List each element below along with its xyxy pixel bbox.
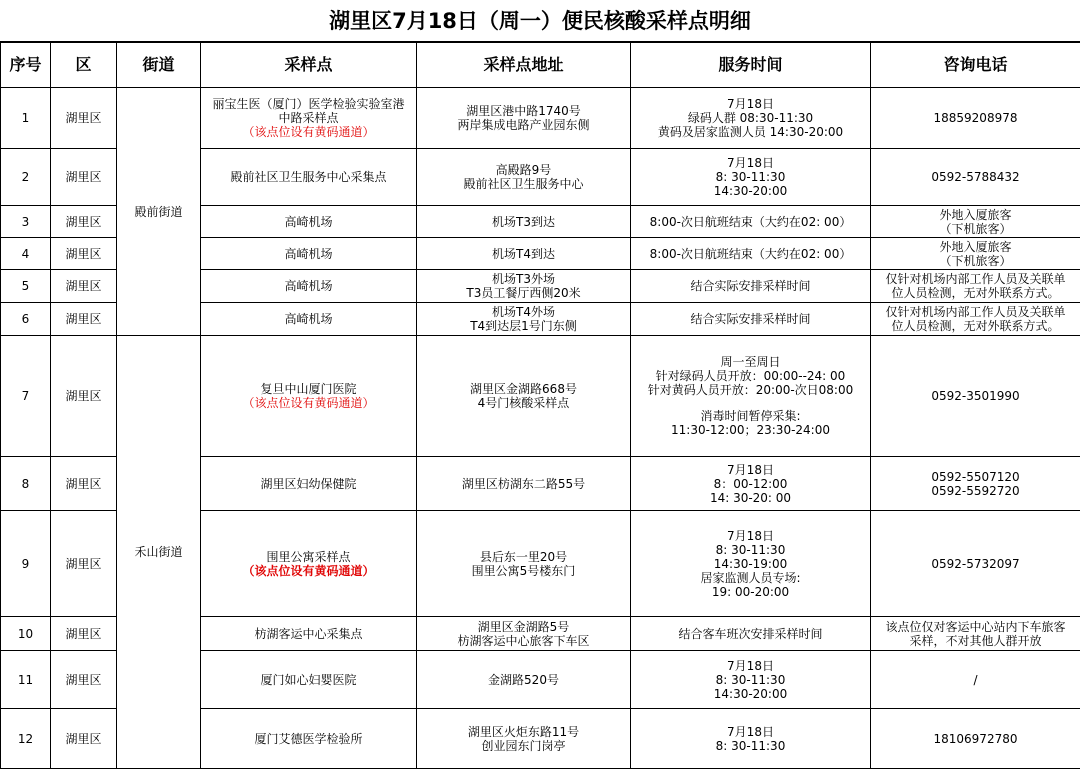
- row-time: 7月18日 8：00-12:00 14: 30-20: 00: [631, 457, 871, 511]
- row-phone: 0592-5788432: [871, 149, 1080, 206]
- row-site: 殿前社区卫生服务中心采集点: [201, 149, 417, 206]
- row-site: 厦门艾德医学检验所: [201, 709, 417, 769]
- row-site: 枋湖客运中心采集点: [201, 617, 417, 651]
- yellow-code-note: （该点位设有黄码通道）: [242, 396, 375, 410]
- row-site: 厦门如心妇婴医院: [201, 651, 417, 709]
- yellow-code-note: （该点位设有黄码通道）: [242, 125, 375, 139]
- row-no: 1: [1, 88, 51, 149]
- row-no: 2: [1, 149, 51, 206]
- row-district: 湖里区: [51, 617, 117, 651]
- row-phone: 0592-3501990: [871, 336, 1080, 457]
- table-row: [1, 336, 1080, 457]
- street-cell: 殿前街道: [117, 88, 201, 336]
- row-district: 湖里区: [51, 270, 117, 303]
- header-street: 街道: [117, 43, 201, 88]
- row-address: 高殿路9号 殿前社区卫生服务中心: [417, 149, 631, 206]
- row-time: 8:00-次日航班结束（大约在02: 00）: [631, 238, 871, 270]
- header-phone: 咨询电话: [871, 43, 1080, 88]
- sampling-table: [0, 42, 1080, 769]
- row-no: 3: [1, 206, 51, 238]
- row-address: 机场T4到达: [417, 238, 631, 270]
- row-no: 11: [1, 651, 51, 709]
- row-address: 湖里区港中路1740号 两岸集成电路产业园东侧: [417, 88, 631, 149]
- row-site: 高崎机场: [201, 206, 417, 238]
- row-phone: 外地入厦旅客 （下机旅客）: [871, 238, 1080, 270]
- row-district: 湖里区: [51, 303, 117, 336]
- row-address: 湖里区金湖路5号 枋湖客运中心旅客下车区: [417, 617, 631, 651]
- row-address: 湖里区火炬东路11号 创业园东门岗亭: [417, 709, 631, 769]
- row-phone: 仅针对机场内部工作人员及关联单 位人员检测，无对外联系方式。: [871, 303, 1080, 336]
- row-time: 结合实际安排采样时间: [631, 270, 871, 303]
- row-address: 湖里区枋湖东二路55号: [417, 457, 631, 511]
- header-time: 服务时间: [631, 43, 871, 88]
- row-site: 复旦中山厦门医院 （该点位设有黄码通道）: [201, 336, 417, 457]
- row-no: 4: [1, 238, 51, 270]
- row-phone: 该点位仅对客运中心站内下车旅客 采样，不对其他人群开放: [871, 617, 1080, 651]
- row-phone: 18106972780: [871, 709, 1080, 769]
- row-phone: 0592-5732097: [871, 511, 1080, 617]
- row-time: 7月18日 8: 30-11:30 14:30-20:00: [631, 149, 871, 206]
- row-address: 机场T3到达: [417, 206, 631, 238]
- row-no: 10: [1, 617, 51, 651]
- header-no: 序号: [1, 43, 51, 88]
- row-address: 机场T3外场 T3员工餐厅西侧20米: [417, 270, 631, 303]
- row-no: 5: [1, 270, 51, 303]
- row-phone: 0592-5507120 0592-5592720: [871, 457, 1080, 511]
- row-district: 湖里区: [51, 88, 117, 149]
- row-no: 9: [1, 511, 51, 617]
- row-time: 周一至周日 针对绿码人员开放：00:00--24: 00 针对黄码人员开放：20:00-次日08:00 消毒时间暂停采集: 11:30-12:00；23:30-24:00: [631, 336, 871, 457]
- row-no: 12: [1, 709, 51, 769]
- page-title: 湖里区7月18日（周一）便民核酸采样点明细: [0, 0, 1080, 42]
- row-time: 结合实际安排采样时间: [631, 303, 871, 336]
- row-address: 金湖路520号: [417, 651, 631, 709]
- row-address: 县后东一里20号 围里公寓5号楼东门: [417, 511, 631, 617]
- header-district: 区: [51, 43, 117, 88]
- row-time: 7月18日 8: 30-11:30 14:30-20:00: [631, 651, 871, 709]
- row-district: 湖里区: [51, 651, 117, 709]
- row-site: 高崎机场: [201, 270, 417, 303]
- row-phone: /: [871, 651, 1080, 709]
- header-row: [1, 43, 1080, 88]
- row-time: 结合客车班次安排采样时间: [631, 617, 871, 651]
- row-site: 湖里区妇幼保健院: [201, 457, 417, 511]
- row-phone: 18859208978: [871, 88, 1080, 149]
- street-cell: 禾山街道: [117, 336, 201, 769]
- row-address: 机场T4外场 T4到达层1号门东侧: [417, 303, 631, 336]
- row-time: 8:00-次日航班结束（大约在02: 00）: [631, 206, 871, 238]
- row-phone: 仅针对机场内部工作人员及关联单 位人员检测，无对外联系方式。: [871, 270, 1080, 303]
- row-site: 高崎机场: [201, 303, 417, 336]
- row-district: 湖里区: [51, 206, 117, 238]
- row-no: 7: [1, 336, 51, 457]
- row-district: 湖里区: [51, 336, 117, 457]
- row-site: 高崎机场: [201, 238, 417, 270]
- row-phone: 外地入厦旅客 （下机旅客）: [871, 206, 1080, 238]
- row-time: 7月18日 8: 30-11:30 14:30-19:00 居家监测人员专场: 19: 00-20:00: [631, 511, 871, 617]
- row-no: 8: [1, 457, 51, 511]
- row-time: 7月18日 8: 30-11:30: [631, 709, 871, 769]
- row-district: 湖里区: [51, 709, 117, 769]
- table-row: [1, 88, 1080, 149]
- header-site: 采样点: [201, 43, 417, 88]
- row-district: 湖里区: [51, 511, 117, 617]
- row-address: 湖里区金湖路668号 4号门核酸采样点: [417, 336, 631, 457]
- row-district: 湖里区: [51, 238, 117, 270]
- header-address: 采样点地址: [417, 43, 631, 88]
- row-site: 丽宝生医（厦门）医学检验实验室港 中路采样点 （该点位设有黄码通道）: [201, 88, 417, 149]
- row-district: 湖里区: [51, 149, 117, 206]
- yellow-code-note: （该点位设有黄码通道）: [242, 563, 375, 578]
- row-district: 湖里区: [51, 457, 117, 511]
- row-site: 围里公寓采样点 （该点位设有黄码通道）: [201, 511, 417, 617]
- row-time: 7月18日 绿码人群 08:30-11:30 黄码及居家监测人员 14:30-20:00: [631, 88, 871, 149]
- row-no: 6: [1, 303, 51, 336]
